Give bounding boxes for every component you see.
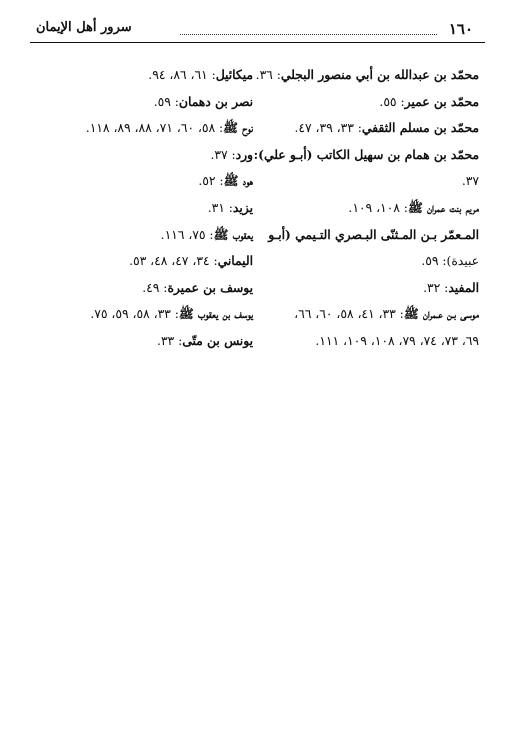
index-entry [239, 62, 479, 89]
entry-name: محمّد بن مسلم الثقفي [361, 120, 479, 136]
entry-page-refs: عبيدة): ٥٩. [421, 254, 479, 269]
index-entry [21, 62, 253, 89]
entry-page-refs: : ٤٩. [142, 280, 168, 295]
index-entry [21, 168, 253, 195]
page-number: ١٦٠ [448, 20, 473, 38]
index-entry [239, 222, 479, 249]
entry-page-refs: : ٣٣، ٤١، ٥٨، ٦٠، ٦٦، [294, 307, 404, 322]
entry-name: هود ﷺ [223, 173, 253, 189]
entry-name: ميكائيل [215, 67, 253, 82]
entry-page-refs: : ١٠٨، ١٠٩. [348, 200, 408, 215]
index-entry [239, 168, 479, 195]
index-entry [21, 222, 253, 249]
index-entry [239, 115, 479, 142]
page-header [30, 18, 485, 43]
entry-page-refs: : ٣٢. [423, 280, 449, 295]
header-dotted-leader [180, 34, 437, 35]
entry-name: اليماني [217, 253, 253, 269]
entry-page-refs: : ٥٢. [198, 174, 224, 189]
index-column-left [21, 62, 253, 355]
index-entry [21, 89, 253, 116]
entry-name: المـعمّر بـن المـثنّى البـصري التـيمي (أبـو [268, 226, 479, 242]
entry-name: محمّد بن همام بن سهيل الكاتب (أبـو علي): [253, 146, 479, 162]
entry-page-refs: : ٥٩. [153, 94, 179, 109]
entry-page-refs: : ٣٣. [157, 333, 183, 348]
entry-name: يعقوب ﷺ [213, 226, 253, 242]
index-entry [21, 275, 253, 302]
entry-name: يزيد [232, 199, 253, 215]
entry-name: نصر بن دهمان [178, 93, 253, 109]
index-entry [239, 142, 479, 169]
index-entry [21, 142, 253, 169]
index-entry [21, 248, 253, 275]
index-entry [21, 115, 253, 142]
entry-page-refs: : ٣١. [207, 200, 233, 215]
entry-name: يوسف بن عميرة [167, 279, 253, 295]
index-entry [21, 301, 253, 328]
entry-name: مريم بنت عمران ﷺ [407, 199, 479, 215]
entry-page-refs: : ٥٨، ٦٠، ٧١، ٨٨، ٨٩، ١١٨. [85, 121, 224, 136]
entry-name: نوح ﷺ [223, 120, 253, 136]
entry-page-refs: : ٧٥، ١١٦. [160, 227, 214, 242]
index-entry [239, 301, 479, 328]
index-entry [239, 275, 479, 302]
entry-name: ورد [235, 146, 253, 162]
index-entry [21, 195, 253, 222]
entry-page-refs: : ٦١، ٨٦، ٩٤. [148, 68, 216, 82]
index-column-right [239, 62, 479, 355]
entry-name: محمّد بن عبدالله بن أبي منصور البجلي [280, 67, 479, 82]
index-entry [21, 328, 253, 355]
entry-page-refs: ٣٧. [461, 174, 479, 189]
index-entry [239, 89, 479, 116]
entry-page-refs: : ٣٤، ٤٧، ٤٨، ٥٣. [129, 254, 218, 269]
entry-page-refs: : ٣٧. [210, 147, 236, 162]
index-entry [239, 328, 479, 355]
index-entry [239, 195, 479, 222]
entry-name: محمّد بن عمير [404, 93, 479, 109]
entry-page-refs: : ٣٦. [255, 68, 281, 82]
entry-name: موسى بـن عـمران ﷺ [403, 306, 479, 322]
running-title: سرور أهل الإيمان [36, 20, 132, 35]
entry-name: يوسف بن يعقوب ﷺ [178, 306, 253, 322]
entry-name: يونس بن متّى [182, 332, 253, 348]
entry-name: المفيد [448, 279, 479, 295]
entry-page-refs: : ٥٥. [379, 94, 405, 109]
entry-page-refs: : ٣٣، ٣٩، ٤٧. [294, 121, 362, 136]
entry-page-refs: ٦٩، ٧٣، ٧٤، ٧٩، ١٠٨، ١٠٩، ١١١. [315, 333, 479, 348]
entry-page-refs: : ٣٣، ٥٨، ٥٩، ٧٥. [90, 307, 179, 322]
index-entry [239, 248, 479, 275]
